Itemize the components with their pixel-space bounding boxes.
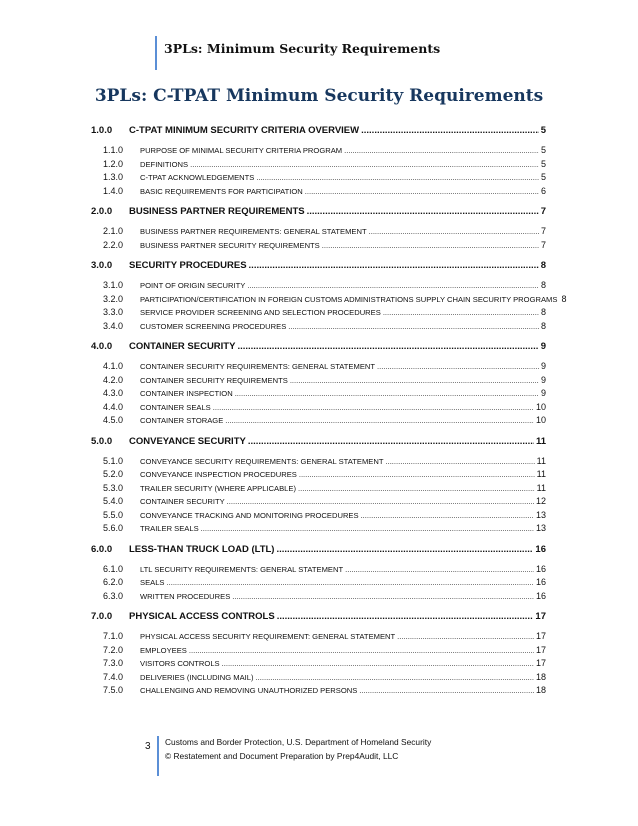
toc-entry-page: 9 bbox=[540, 374, 546, 385]
toc-entry-number: 7.0.0 bbox=[91, 611, 113, 622]
toc-entry-number: 5.0.0 bbox=[91, 435, 113, 447]
toc-entry-title: CHALLENGING AND REMOVING UNAUTHORIZED PERSONS bbox=[140, 686, 358, 695]
toc-entry-number: 5.6.0 bbox=[103, 523, 124, 533]
toc-entry-page: 11 bbox=[536, 469, 546, 479]
toc-subsection-entry[interactable] bbox=[91, 685, 546, 699]
toc-entry-page: 8 bbox=[540, 307, 546, 317]
toc-entry-page: 11 bbox=[535, 435, 546, 447]
toc-dot-leader bbox=[225, 416, 534, 425]
toc-dot-leader bbox=[248, 436, 534, 447]
toc-entry-title: SEALS bbox=[140, 578, 165, 587]
toc-subsection-entry[interactable] bbox=[91, 307, 546, 321]
toc-entry-number: 2.2.0 bbox=[103, 239, 124, 250]
toc-entry-title: CONTAINER SECURITY REQUIREMENTS: GENERAL STATEMENT bbox=[140, 362, 376, 371]
toc-entry-title: PURPOSE OF MINIMAL SECURITY CRITERIA PROGRAM bbox=[140, 146, 343, 155]
toc-entry-page: 8 bbox=[540, 260, 546, 271]
toc-dot-leader bbox=[201, 524, 534, 533]
toc-entry-title: BUSINESS PARTNER SECURITY REQUIREMENTS bbox=[140, 240, 320, 250]
toc-entry-page: 13 bbox=[535, 523, 546, 533]
toc-section-entry[interactable] bbox=[91, 260, 546, 273]
toc-entry-title: BUSINESS PARTNER REQUIREMENTS bbox=[129, 206, 305, 217]
toc-subsection-entry[interactable] bbox=[91, 280, 546, 294]
toc-entry-title: TRAILER SEALS bbox=[140, 524, 199, 533]
toc-section-entry[interactable] bbox=[91, 341, 546, 354]
toc-entry-page: 17 bbox=[535, 644, 546, 655]
toc-dot-leader bbox=[213, 403, 534, 412]
toc-entry-number: 4.2.0 bbox=[103, 374, 124, 385]
toc-entry-number: 2.0.0 bbox=[91, 206, 113, 217]
toc-dot-leader bbox=[377, 362, 539, 371]
toc-entry-title: CONTAINER STORAGE bbox=[140, 416, 224, 425]
toc-subsection-entry[interactable] bbox=[91, 226, 546, 240]
toc-entry-title: PHYSICAL ACCESS SECURITY REQUIREMENT: GENERAL STATEMENT bbox=[140, 632, 396, 641]
toc-entry-page: 10 bbox=[535, 415, 546, 425]
toc-entry-number: 5.4.0 bbox=[103, 496, 124, 506]
toc-entry-page: 12 bbox=[535, 496, 546, 506]
toc-subsection-entry[interactable] bbox=[91, 375, 546, 389]
toc-entry-page: 6 bbox=[540, 185, 546, 196]
toc-subsection-entry[interactable] bbox=[91, 645, 546, 659]
page-number: 3 bbox=[145, 741, 151, 752]
toc-entry-number: 5.2.0 bbox=[103, 469, 124, 479]
table-of-contents bbox=[91, 125, 567, 699]
toc-entry-page: 16 bbox=[535, 590, 546, 601]
toc-entry-page: 16 bbox=[535, 543, 546, 555]
toc-entry-number: 5.3.0 bbox=[103, 482, 124, 493]
toc-dot-leader bbox=[397, 632, 534, 641]
toc-dot-leader bbox=[222, 659, 534, 668]
toc-entry-number: 1.0.0 bbox=[91, 125, 113, 136]
toc-entry-title: PARTICIPATION/CERTIFICATION IN FOREIGN CUSTOMS ADMINISTRATIONS SUPPLY CHAIN SECURITY PROGRAMS bbox=[140, 294, 558, 304]
toc-dot-leader bbox=[277, 611, 534, 622]
toc-entry-title: CONVEYANCE TRACKING AND MONITORING PROCEDURES bbox=[140, 510, 359, 520]
toc-entry-number: 4.4.0 bbox=[103, 401, 124, 412]
toc-section-entry[interactable] bbox=[91, 544, 546, 557]
toc-dot-leader bbox=[290, 376, 539, 385]
toc-subsection-entry[interactable] bbox=[91, 361, 546, 375]
toc-entry-page: 8 bbox=[561, 293, 567, 304]
toc-dot-leader bbox=[235, 389, 539, 398]
toc-entry-title: DEFINITIONS bbox=[140, 159, 189, 169]
toc-dot-leader bbox=[361, 511, 534, 520]
toc-subsection-entry[interactable] bbox=[91, 631, 546, 645]
toc-dot-leader bbox=[247, 281, 539, 290]
toc-subsection-entry[interactable] bbox=[91, 510, 546, 524]
toc-dot-leader bbox=[256, 673, 534, 682]
toc-subsection-entry[interactable] bbox=[91, 577, 546, 591]
toc-entry-number: 7.2.0 bbox=[103, 644, 124, 655]
toc-subsection-entry[interactable] bbox=[91, 469, 546, 483]
toc-entry-number: 3.3.0 bbox=[103, 307, 124, 317]
toc-entry-number: 7.4.0 bbox=[103, 671, 124, 682]
toc-dot-leader bbox=[276, 544, 533, 555]
toc-entry-number: 4.5.0 bbox=[103, 415, 124, 425]
toc-section-entry[interactable] bbox=[91, 611, 546, 624]
toc-entry-title: SERVICE PROVIDER SCREENING AND SELECTION PROCEDURES bbox=[140, 308, 381, 317]
toc-dot-leader bbox=[299, 470, 535, 479]
toc-dot-leader bbox=[305, 187, 539, 196]
toc-entry-number: 1.4.0 bbox=[103, 185, 124, 196]
footer-copyright: © Restatement and Document Preparation by Prep4Audit, LLC bbox=[165, 751, 399, 761]
toc-entry-page: 11 bbox=[536, 482, 546, 493]
toc-entry-title: C-TPAT ACKNOWLEDGEMENTS bbox=[140, 173, 255, 182]
toc-dot-leader bbox=[322, 241, 539, 250]
toc-subsection-entry[interactable] bbox=[91, 591, 546, 605]
toc-entry-number: 1.3.0 bbox=[103, 172, 124, 182]
toc-dot-leader bbox=[359, 686, 534, 695]
toc-entry-page: 17 bbox=[535, 658, 546, 668]
toc-entry-page: 11 bbox=[536, 455, 546, 466]
toc-entry-page: 8 bbox=[540, 280, 546, 290]
toc-dot-leader bbox=[288, 322, 539, 331]
toc-subsection-entry[interactable] bbox=[91, 321, 546, 335]
toc-entry-number: 3.4.0 bbox=[103, 320, 124, 331]
toc-entry-number: 6.1.0 bbox=[103, 563, 124, 574]
toc-subsection-entry[interactable] bbox=[91, 564, 546, 578]
toc-entry-title: POINT OF ORIGIN SECURITY bbox=[140, 281, 246, 290]
toc-subsection-entry[interactable] bbox=[91, 523, 546, 537]
toc-entry-title: LESS-THAN TRUCK LOAD (LTL) bbox=[129, 543, 275, 555]
toc-entry-number: 4.3.0 bbox=[103, 388, 124, 398]
running-header-title: 3PLs: Minimum Security Requirements bbox=[164, 41, 441, 56]
toc-entry-title: CONVEYANCE SECURITY REQUIREMENTS: GENERAL STATEMENT bbox=[140, 456, 384, 466]
toc-entry-page: 13 bbox=[535, 509, 546, 520]
toc-entry-page: 16 bbox=[535, 563, 546, 574]
toc-entry-title: SECURITY PROCEDURES bbox=[129, 260, 247, 271]
toc-entry-page: 18 bbox=[535, 671, 546, 682]
toc-entry-page: 5 bbox=[540, 172, 546, 182]
toc-entry-title: C-TPAT MINIMUM SECURITY CRITERIA OVERVIEW bbox=[129, 125, 360, 136]
toc-subsection-entry[interactable] bbox=[91, 672, 546, 686]
toc-subsection-entry[interactable] bbox=[91, 658, 546, 672]
toc-dot-leader bbox=[189, 646, 534, 655]
toc-entry-title: VISITORS CONTROLS bbox=[140, 659, 220, 668]
toc-section-entry[interactable] bbox=[91, 125, 546, 138]
toc-entry-number: 3.2.0 bbox=[103, 293, 124, 304]
toc-entry-number: 6.0.0 bbox=[91, 543, 113, 555]
toc-dot-leader bbox=[249, 260, 539, 271]
toc-entry-number: 1.1.0 bbox=[103, 145, 124, 155]
toc-dot-leader bbox=[256, 173, 539, 182]
toc-entry-number: 4.1.0 bbox=[103, 361, 124, 371]
toc-dot-leader bbox=[361, 125, 539, 136]
toc-entry-title: CUSTOMER SCREENING PROCEDURES bbox=[140, 321, 287, 331]
toc-entry-page: 16 bbox=[535, 577, 546, 587]
header-divider bbox=[155, 36, 157, 70]
toc-entry-title: CONVEYANCE INSPECTION PROCEDURES bbox=[140, 470, 297, 479]
toc-entry-page: 7 bbox=[540, 226, 546, 236]
toc-entry-page: 5 bbox=[540, 145, 546, 155]
toc-entry-page: 17 bbox=[535, 611, 546, 622]
toc-entry-page: 10 bbox=[535, 401, 546, 412]
toc-entry-title: DELIVERIES (INCLUDING MAIL) bbox=[140, 672, 254, 682]
toc-subsection-entry[interactable] bbox=[91, 402, 546, 416]
toc-entry-page: 8 bbox=[540, 320, 546, 331]
toc-entry-title: PHYSICAL ACCESS CONTROLS bbox=[129, 611, 275, 622]
toc-entry-title: CONTAINER SECURITY bbox=[129, 341, 236, 352]
toc-entry-page: 18 bbox=[535, 685, 546, 695]
toc-entry-title: BASIC REQUIREMENTS FOR PARTICIPATION bbox=[140, 186, 303, 196]
toc-entry-page: 5 bbox=[540, 158, 546, 169]
toc-dot-leader bbox=[298, 484, 535, 493]
toc-dot-leader bbox=[190, 160, 539, 169]
footer-divider bbox=[157, 736, 159, 776]
toc-subsection-entry[interactable] bbox=[91, 388, 546, 402]
toc-dot-leader bbox=[232, 592, 534, 601]
toc-entry-number: 2.1.0 bbox=[103, 226, 124, 236]
toc-dot-leader bbox=[227, 497, 534, 506]
toc-entry-page: 9 bbox=[540, 341, 546, 352]
toc-entry-number: 7.3.0 bbox=[103, 658, 124, 668]
toc-entry-page: 5 bbox=[540, 125, 546, 136]
toc-entry-page: 9 bbox=[540, 361, 546, 371]
toc-dot-leader bbox=[383, 308, 539, 317]
toc-section-entry[interactable] bbox=[91, 436, 546, 449]
toc-entry-number: 4.0.0 bbox=[91, 341, 113, 352]
toc-subsection-entry[interactable] bbox=[91, 145, 546, 159]
toc-entry-page: 7 bbox=[540, 206, 546, 217]
toc-entry-number: 7.1.0 bbox=[103, 631, 124, 641]
toc-subsection-entry[interactable] bbox=[91, 186, 546, 200]
toc-entry-title: WRITTEN PROCEDURES bbox=[140, 591, 231, 601]
toc-entry-number: 3.0.0 bbox=[91, 260, 113, 271]
toc-entry-title: EMPLOYEES bbox=[140, 645, 187, 655]
toc-subsection-entry[interactable] bbox=[91, 496, 546, 510]
toc-subsection-entry[interactable] bbox=[91, 172, 546, 186]
toc-entry-title: CONTAINER SEALS bbox=[140, 402, 211, 412]
toc-dot-leader bbox=[345, 565, 534, 574]
toc-dot-leader bbox=[369, 227, 539, 236]
toc-entry-title: CONVEYANCE SECURITY bbox=[129, 435, 246, 447]
toc-entry-number: 6.3.0 bbox=[103, 590, 124, 601]
toc-subsection-entry[interactable] bbox=[91, 483, 546, 497]
toc-dot-leader bbox=[344, 146, 539, 155]
toc-entry-title: LTL SECURITY REQUIREMENTS: GENERAL STATEMENT bbox=[140, 564, 344, 574]
toc-entry-title: CONTAINER INSPECTION bbox=[140, 389, 233, 398]
toc-entry-title: BUSINESS PARTNER REQUIREMENTS: GENERAL STATEMENT bbox=[140, 227, 367, 236]
toc-entry-title: TRAILER SECURITY (WHERE APPLICABLE) bbox=[140, 483, 296, 493]
toc-entry-page: 17 bbox=[535, 631, 546, 641]
toc-entry-number: 1.2.0 bbox=[103, 158, 124, 169]
toc-dot-leader bbox=[385, 457, 534, 466]
toc-subsection-entry[interactable] bbox=[91, 415, 546, 429]
toc-dot-leader bbox=[307, 206, 539, 217]
toc-section-entry[interactable] bbox=[91, 206, 546, 219]
toc-subsection-entry[interactable] bbox=[91, 240, 546, 254]
toc-subsection-entry[interactable] bbox=[91, 293, 567, 308]
footer-organization: Customs and Border Protection, U.S. Department of Homeland Security bbox=[165, 737, 432, 747]
toc-entry-number: 3.1.0 bbox=[103, 280, 124, 290]
toc-entry-title: CONTAINER SECURITY bbox=[140, 497, 225, 506]
toc-entry-number: 5.5.0 bbox=[103, 509, 124, 520]
toc-subsection-entry[interactable] bbox=[91, 159, 546, 173]
toc-entry-title: CONTAINER SECURITY REQUIREMENTS bbox=[140, 375, 288, 385]
toc-entry-number: 6.2.0 bbox=[103, 577, 124, 587]
document-title: 3PLs: C-TPAT Minimum Security Requirements bbox=[94, 86, 544, 106]
toc-entry-number: 5.1.0 bbox=[103, 455, 124, 466]
toc-dot-leader bbox=[237, 341, 538, 352]
toc-dot-leader bbox=[166, 578, 534, 587]
toc-entry-page: 7 bbox=[540, 239, 546, 250]
toc-entry-number: 7.5.0 bbox=[103, 685, 124, 695]
toc-entry-page: 9 bbox=[540, 388, 546, 398]
toc-subsection-entry[interactable] bbox=[91, 456, 546, 470]
